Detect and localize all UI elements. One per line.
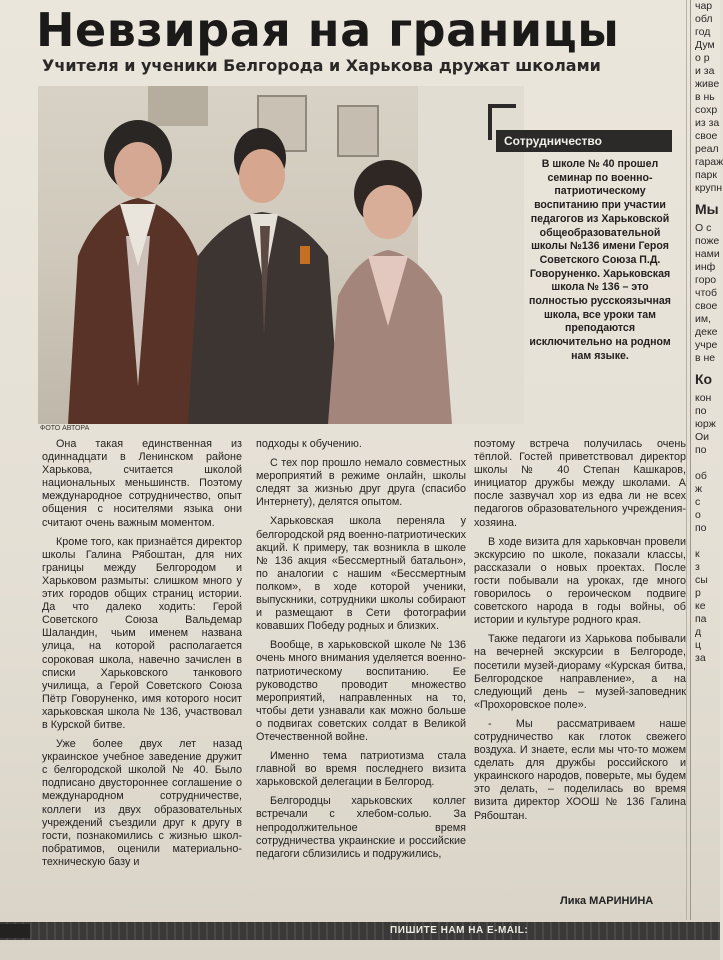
side-line: к [695,548,700,560]
side-line: учре [695,339,718,351]
side-heading-1: Мы [695,201,719,217]
side-line: р [695,587,701,599]
side-line: кон [695,392,712,404]
side-line: парк [695,169,717,181]
side-line: свое [695,300,718,312]
article-photo [38,86,524,424]
paragraph: Харьковская школа переняла у белгородской ряд военно-патриотических акций. К примеру, так возникла в школе № 136 акция «Бессмертный батальон», по аналогии с нашим «Бессмертным полком», в ходе которой ученики, выпускники, сотрудники школы собирают и размещают в Сети фотографии ковавших Победу родных и близких. [256,515,466,633]
lead-text: В школе № 40 прошел семинар по военно-патриотическому воспитанию при участии педагогов из Харьковской общеобразовательной школы №136 имени Героя Советского Союза П.Д. Говоруненко. Харьковская школа № 136 – это полностью русскоязычная школа, все уроки там преподаются исключительно на родном нам языке. [528,158,671,362]
article-column-3 [474,438,686,829]
side-line: па [695,613,707,625]
side-line: живе [695,78,720,90]
side-line: об [695,470,707,482]
side-line: в не [695,352,716,364]
paragraph: В ходе визита для харьковчан провели экскурсию по школе, показали классы, рассказали о новых проектах. После гости побывали на уроках, где много говорилось о героическом подвиге советского народа в годы войны, об истории и культуре родного края. [474,535,686,627]
side-line: ке [695,600,706,612]
rubric-frame-side [488,104,492,140]
side-line: ж [695,483,703,495]
side-line: гараж [695,156,723,168]
side-line: деке [695,326,718,338]
article-column-1 [42,438,242,875]
side-line: о р [695,52,710,64]
side-line: чтоб [695,287,718,299]
side-line: реал [695,143,719,155]
paragraph: Также педагоги из Харькова побывали на вечерней экскурсии в Белгороде, посетили музей-диораму «Курская битва, Белгородское направление», а на следующий день – музей-заповедник «Прохоровское поле». [474,633,686,711]
paragraph: - Мы рассматриваем наше сотрудничество как глоток свежего воздуха. И знаете, если мы что-то можем сделать для дружбы российского и украинского народов, поверьте, мы будем это делать, – поделилась во время визита директор ХООШ № 136 Галина Рябоштан. [474,717,686,822]
side-line: по [695,522,707,534]
article-column-2 [256,438,466,867]
side-line: юрж [695,418,716,430]
side-line: сы [695,574,708,586]
paragraph: подходы к обучению. [256,438,362,450]
side-top-lines [691,0,721,195]
paragraph: Уже более двух лет назад украинское учебное заведение дружит с белгородской школой № 40. Было подписано двустороннее соглашение о международном сотрудничестве, коллеги из двух образовательных учреждений съездили друг к другу в гости, познакомились с жизнью школ-побратимов, оценили материально-техническую базу и [42,738,242,868]
rubric-frame-top [488,104,516,108]
article-lead [528,158,672,364]
photo-credit: ФОТО АВТОРА [40,425,90,432]
side-line [691,457,721,470]
paragraph: Белгородцы харьковских коллег встречали с хлебом-солью. За непродолжительное время сотрудничества украинские и российские педагоги сблизились и подружились, [256,795,466,860]
footer-bar [0,922,720,940]
side-line [691,535,721,548]
side-line: чар [695,0,713,12]
side-line: крупн [695,182,723,194]
side-line: поже [695,235,720,247]
side-line: с [695,496,701,508]
side-line: свое [695,130,718,142]
photo-illustration [38,86,524,424]
paragraph: Именно тема патриотизма стала главной во время последнего визита харьковской делегации в Белгород. [256,750,466,789]
side-bottom-lines [691,392,721,665]
side-line: О с [695,222,712,234]
side-line: обл [695,13,713,25]
paragraph: Кроме того, как признаётся директор школы Галина Рябоштан, для них границы между Белгородом и Харьковом размыты: слишком много у этих городов общих страниц истории. Да что далеко ходить: Герой Советского Союза Вальдемар Шаландин, чьим именем названа улица, на которой располагается сороковая школа, навечно зачислен в списки Харьковского танкового училища, а Герой Советского Союза Пётр Говоруненко, имя которого носит харьковская школа № 136, участвовал в Курской битве. [42,535,242,731]
side-line: инф [695,261,716,273]
author-signature: Лика МАРИНИНА [560,895,654,907]
side-line: по [695,405,707,417]
side-line: сохр [695,104,718,116]
side-line: ц [695,639,702,651]
side-line: д [695,626,702,638]
side-line: Дум [695,39,715,51]
paragraph: поэтому встреча получилась очень тёплой. Гостей приветствовал директор школы № 40 Степан Кашкаров, инициатор дружбы между школами. А после зазвучал хор из едва ли не всех педагогов образовательного учреждения-хозяина. [474,438,686,529]
side-line: Ои [695,431,710,443]
side-heading-2: Ко [695,371,713,387]
side-line: о [695,509,701,521]
paragraph: С тех пор прошло немало совместных мероприятий в режиме онлайн, школы следят за жизнью друг друга (спасибо Интернету), делятся опытом. [256,457,466,509]
side-line: год [695,26,711,38]
paragraph: Вообще, в харьковской школе № 136 очень много внимания уделяется военно-патриотическому воспитанию. Ее руководство проводит множество мероприятий, направленных на то, чтобы дети узнавали как можно больше о подвигах советских солдат в Великой Отечественной войне. [256,639,466,743]
article-subhead: Учителя и ученики Белгорода и Харькова дружат школами [42,56,601,75]
side-line: им, [695,313,712,325]
side-line: и за [695,65,715,77]
side-line: з [695,561,700,573]
side-mid-lines [691,222,721,365]
article-headline: Невзирая на границы [36,3,620,57]
paragraph: Она такая единственная из одиннадцати в Ленинском районе Харькова, считается школой национальных меньшинств. Поэтому международное сотрудничество, опыт общения с носителями языка они считают очень важным моментом. [42,438,242,529]
side-line: по [695,444,707,456]
side-line: нами [695,248,720,260]
side-line: за [695,652,706,664]
footer-block [0,924,30,938]
adjacent-article-fragment [690,0,721,920]
column-divider [686,0,687,920]
rubric-label: Сотрудничество [496,130,672,152]
side-line: горо [695,274,717,286]
side-line: в нь [695,91,715,103]
footer-email-prompt: ПИШИТЕ НАМ НА E-MAIL: [390,925,529,936]
side-line: из за [695,117,720,129]
